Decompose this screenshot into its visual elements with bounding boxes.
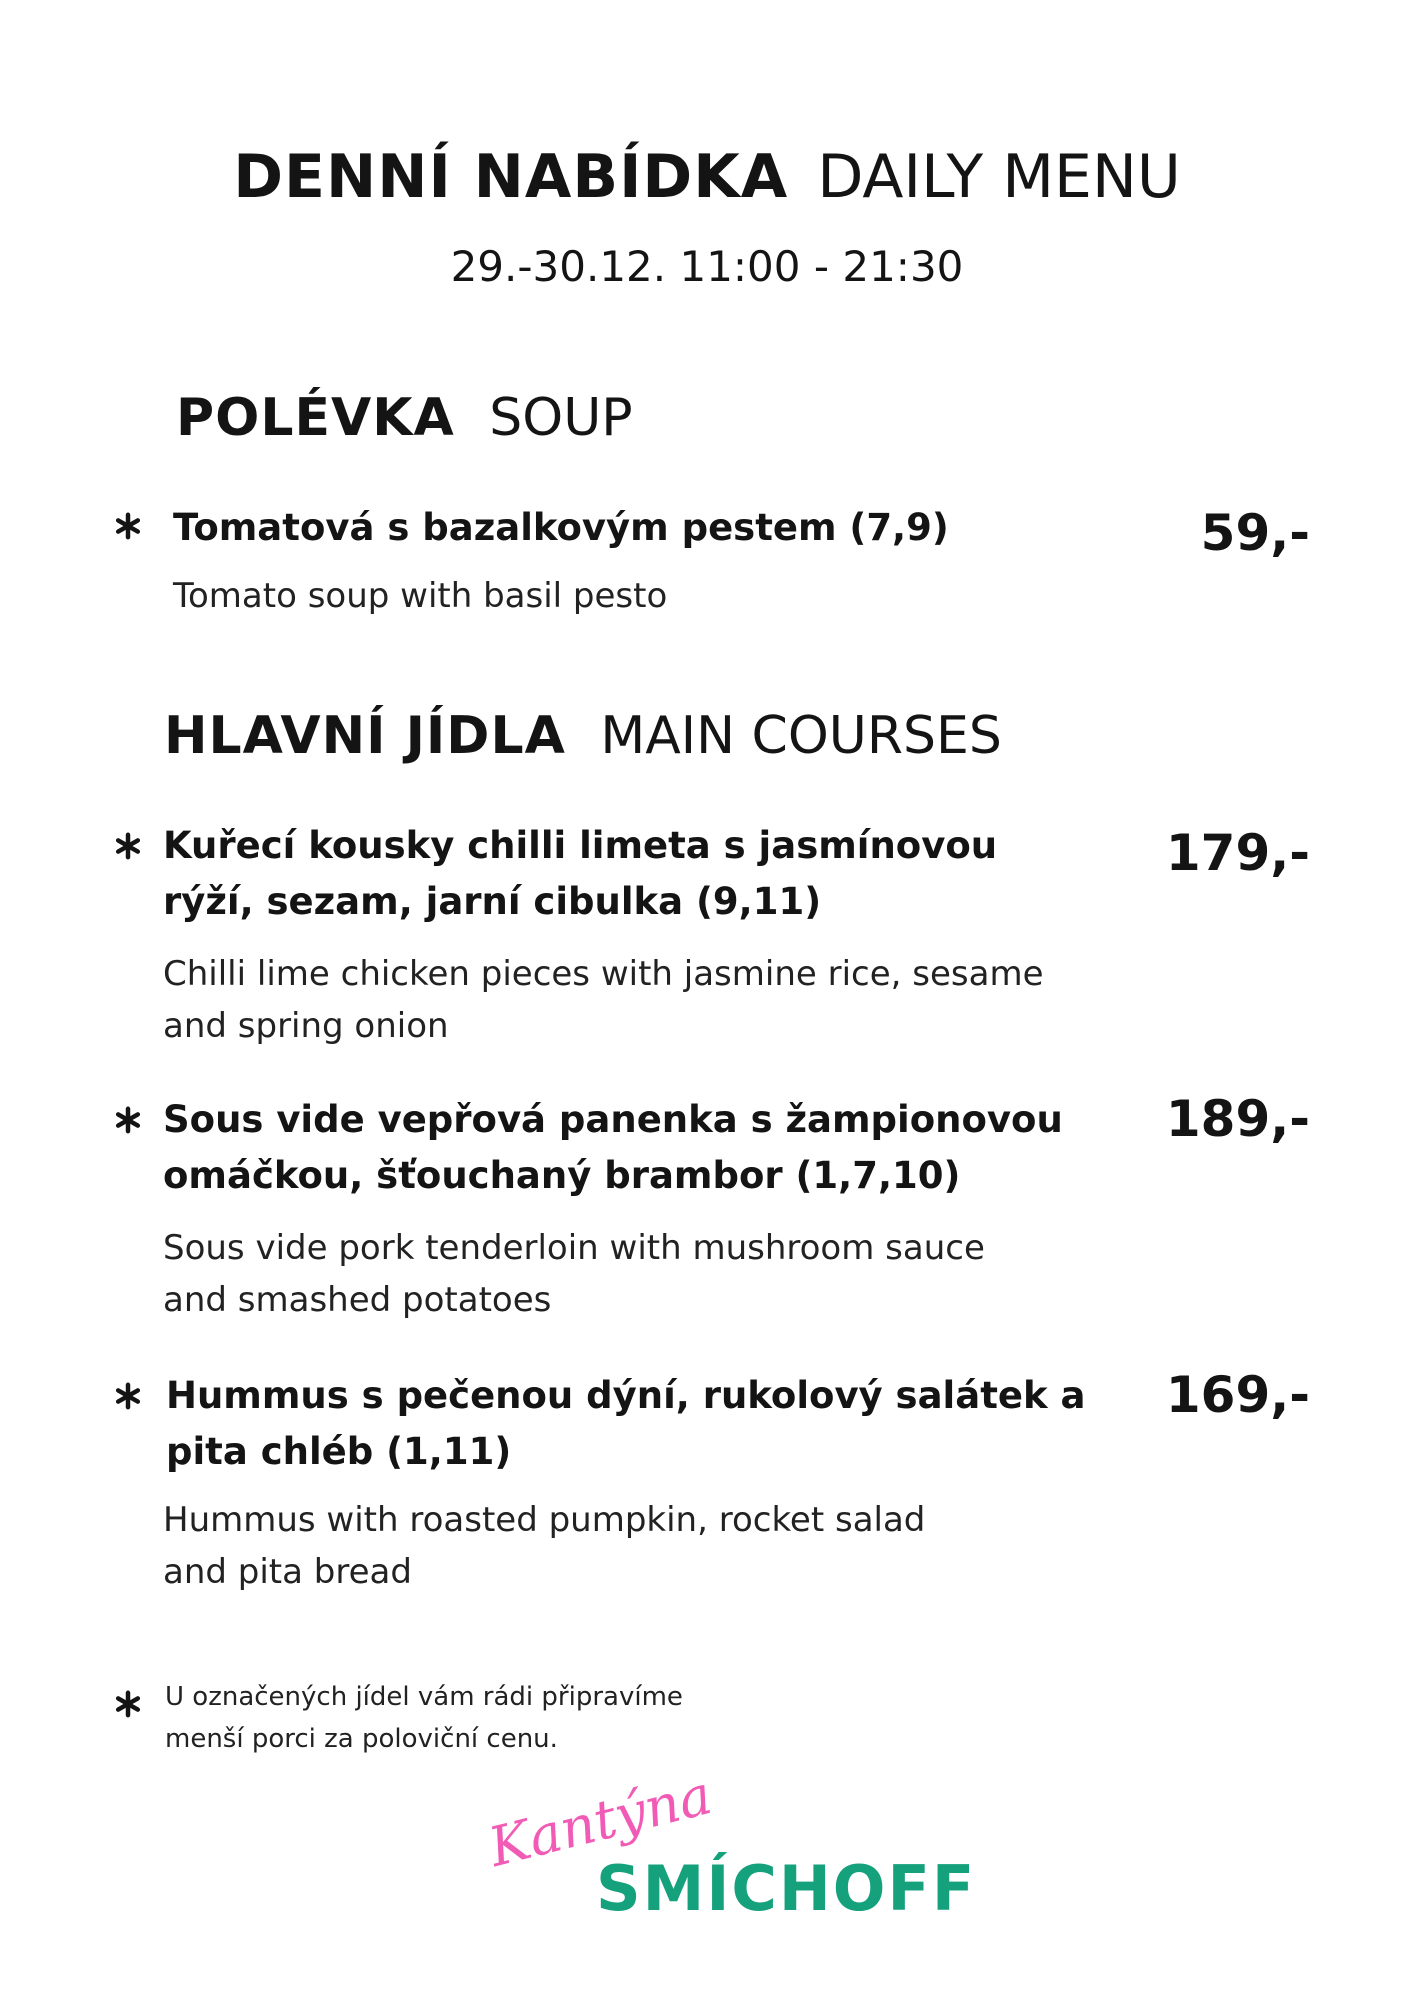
dish-description-line: and spring onion (163, 1006, 449, 1046)
dish-name-line: rýží, sezam, jarní cibulka (9,11) (163, 880, 822, 923)
logo-brand-text: SMÍCHOFF (596, 1852, 977, 1925)
asterisk-icon (114, 832, 142, 860)
dish-description-line: and smashed potatoes (163, 1280, 552, 1320)
asterisk-icon (114, 1382, 142, 1410)
section-title-soup (176, 388, 633, 448)
dish-price: 179,- (1165, 824, 1310, 882)
dish-price: 59,- (1200, 504, 1310, 562)
dish-description: Tomato soup with basil pesto (173, 576, 668, 616)
asterisk-icon (114, 1690, 142, 1718)
asterisk-icon (114, 512, 142, 540)
dish-description-line: Sous vide pork tenderloin with mushroom sauce (163, 1228, 985, 1268)
section-title-czech: HLAVNÍ JÍDLA (164, 706, 566, 766)
dish-name-line: omáčkou, šťouchaný brambor (1,7,10) (163, 1154, 961, 1197)
section-title-english: MAIN COURSES (600, 706, 1002, 766)
page-title (0, 142, 1414, 212)
title-czech: DENNÍ NABÍDKA (233, 142, 789, 212)
dish-description-line: Hummus with roasted pumpkin, rocket salad (163, 1500, 926, 1540)
opening-hours: 29.-30.12. 11:00 - 21:30 (450, 242, 964, 291)
dish-description-line: and pita bread (163, 1552, 412, 1592)
logo-script-text: Kantýna (482, 1763, 718, 1879)
asterisk-icon (114, 1106, 142, 1134)
dish-description-line: Chilli lime chicken pieces with jasmine rice, sesame (163, 954, 1044, 994)
section-title-main-courses (164, 706, 1002, 766)
dish-name-line: Kuřecí kousky chilli limeta s jasmínovou (163, 824, 998, 867)
footnote-line: U označených jídel vám rádi připravíme (165, 1682, 683, 1712)
dish-name: Tomatová s bazalkovým pestem (7,9) (173, 506, 949, 549)
dish-name-line: pita chléb (1,11) (166, 1430, 512, 1473)
section-title-czech: POLÉVKA (176, 388, 455, 448)
dish-name-line: Sous vide vepřová panenka s žampionovou (163, 1098, 1063, 1141)
brand-logo (482, 1763, 977, 1926)
dish-price: 169,- (1165, 1366, 1310, 1424)
title-english: DAILY MENU (817, 142, 1181, 212)
footnote-line: menší porci za poloviční cenu. (165, 1724, 558, 1754)
dish-price: 189,- (1165, 1090, 1310, 1148)
section-title-english: SOUP (489, 388, 633, 448)
dish-name-line: Hummus s pečenou dýní, rukolový salátek a (166, 1374, 1086, 1417)
